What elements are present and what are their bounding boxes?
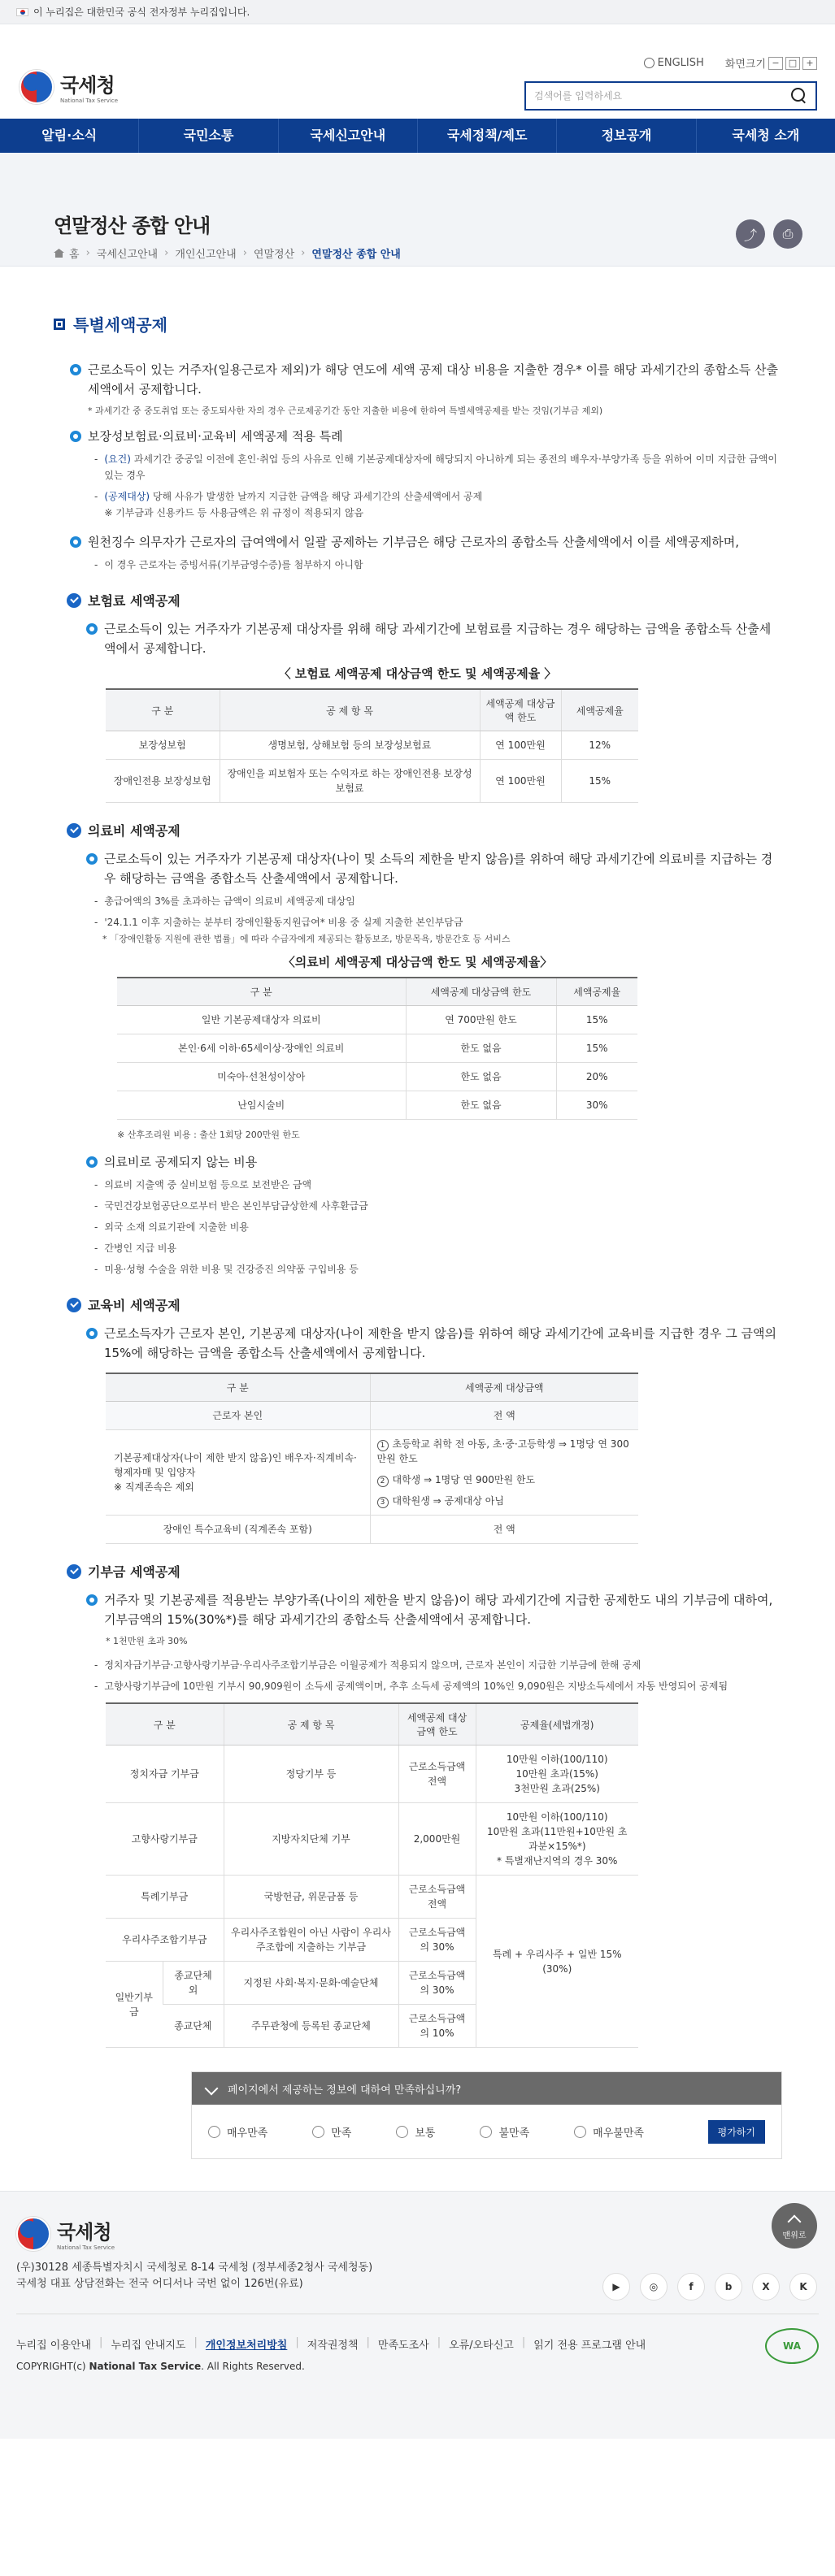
gnb-tax-filing[interactable]: 국세신고안내 <box>279 119 418 153</box>
table-row: 본인·6세 이하·65세이상·장애인 의료비 한도 없음 15% <box>117 1034 637 1063</box>
donation-bullet: 거주자 및 기본공제를 적용받는 부양가족(나이의 제한을 받지 않음)이 해당 과세기간에 지급한 공제한도 내의 기부금에 대하여, 기부금액의 15%(30%*)를 해당 과세기간의 종합소득 산출세액에서 공제합니다. <box>86 1590 781 1629</box>
breadcrumb-personal[interactable]: 개인신고안내 <box>175 249 237 261</box>
donation-title: 기부금 세액공제 <box>67 1562 781 1581</box>
education-table: 구 분 세액공제 대상금액 근로자 본인 전 액 기본공제대상자(나이 제한 받지 않음)인 배우자·직계비속·형제자매 및 입양자 ※ 직계존속은 제외 1 초등학교 취학 전 아동, 초·중·고등학생 ⇒ 1명당 연 300만원 한도 2 대학생 ⇒ 1명당 연 900만원 한도 3 대학원생 ⇒ 공제대상 아님 장애인 특수교육비 (직계존속 포함) 전 액 <box>106 1373 638 1544</box>
breadcrumb: 홈 › 국세신고안내 › 개인신고안내 › 연말정산 › 연말정산 종합 안내 <box>54 245 401 261</box>
breadcrumb-current: 연말정산 종합 안내 <box>311 249 401 261</box>
breadcrumb-tax-filing[interactable]: 국세신고안내 <box>96 249 159 261</box>
search-input[interactable] <box>534 90 791 102</box>
radio-icon <box>208 2126 220 2138</box>
survey-option-neutral[interactable]: 보통 <box>396 2124 435 2140</box>
table-row: 기본공제대상자(나이 제한 받지 않음)인 배우자·직계비속·형제자매 및 입양자 ※ 직계존속은 제외 1 초등학교 취학 전 아동, 초·중·고등학생 ⇒ 1명당 연 300만원 한도 2 대학생 ⇒ 1명당 연 900만원 한도 3 대학원생 ⇒ 공제대상 아님 <box>106 1430 638 1516</box>
arrow-up-icon <box>788 2214 802 2228</box>
table-row: 우리사주조합기부금 우리사주조합원이 아닌 사람이 우리사주조합에 지출하는 기부금 근로소득금액의 30% <box>106 1919 638 1962</box>
globe-icon <box>644 58 655 68</box>
insurance-table-caption: 〈 보험료 세액공제 대상금액 한도 및 세액공제율 〉 <box>278 666 557 681</box>
footer-link-survey[interactable]: 만족도조사 <box>377 2340 429 2352</box>
gnb-communication[interactable]: 국민소통 <box>139 119 278 153</box>
medical-bullet-1: 근로소득이 있는 거주자가 기본공제 대상자(나이 및 소득의 제한을 받지 않음)를 위하여 해당 과세기간에 의료비를 지급하는 경우 해당하는 금액을 종합소득 산출세액에서 공제합니다. <box>86 849 781 888</box>
share-icon[interactable]: ⤴ <box>736 219 765 249</box>
table-row: 근로자 본인 전 액 <box>106 1402 638 1430</box>
main-content <box>0 267 835 2048</box>
table-row: 일반기부금 종교단체 외 지정된 사회·복지·문화·예술단체 근로소득금액의 30% <box>106 1962 638 2005</box>
table-row: 난임시술비 한도 없음 30% <box>117 1091 637 1120</box>
table-row: 일반 기본공제대상자 의료비 연 700만원 한도 15% <box>117 1006 637 1034</box>
facebook-icon[interactable]: f <box>677 2273 705 2301</box>
footer-link-error-report[interactable]: 오류/오타신고 <box>449 2340 514 2352</box>
footer <box>0 2191 835 2439</box>
medical-table: 구 분 세액공제 대상금액 한도 세액공제율 일반 기본공제대상자 의료비 연 700만원 한도 15% 본인·6세 이하·65세이상·장애인 의료비 한도 없음 15% 미숙아·선천성이상아 한도 없음 20% 난임시술비 한도 없음 30% <box>117 977 637 1120</box>
breadcrumb-year-end[interactable]: 연말정산 <box>253 249 295 261</box>
table-row: 장애인 특수교육비 (직계존속 포함) 전 액 <box>106 1516 638 1544</box>
medical-table-caption: 〈의료비 세액공제 대상금액 한도 및 세액공제율〉 <box>282 955 553 969</box>
medical-dash-2: - '24.1.1 이후 지출하는 분부터 장애인활동지원급여* 비용 중 실제 지출한 본인부담금 <box>94 914 781 930</box>
utility-bar <box>644 55 817 71</box>
intro-dash-1: - (요건) 과세기간 중공일 이전에 혼인·취업 등의 사유로 인해 기본공제대상자에 해당되지 아니하게 되는 종전의 배우자·부양가족 등을 위하여 이미 지급한 금액이 있는 경우 <box>94 451 781 484</box>
gov-strip-text: 이 누리집은 대한민국 공식 전자정부 누리집입니다. <box>33 7 250 18</box>
check-circle-icon <box>67 1298 81 1312</box>
check-circle-icon <box>67 823 81 838</box>
section-title: 특별세액공제 <box>54 312 781 336</box>
insurance-table: 구 분 공 제 항 목 세액공제 대상금액 한도 세액공제율 보장성보험 생명보험, 상해보험 등의 보장성보험료 연 100만원 12% 장애인전용 보장성보험 장애인을 피보험자 또는 수익자로 하는 장애인전용 보장성보험료 연 100만원 15% <box>106 688 638 803</box>
table-row: 특례기부금 국방헌금, 위문금품 등 근로소득금액 전액 특례 + 우리사주 + 일반 15%(30%) <box>106 1876 638 1919</box>
blog-icon[interactable]: b <box>715 2273 742 2301</box>
radio-icon <box>396 2126 408 2138</box>
main-navigation <box>0 119 835 153</box>
english-link[interactable]: ENGLISH <box>657 57 704 69</box>
table-row: 미숙아·선천성이상아 한도 없음 20% <box>117 1063 637 1091</box>
korea-flag-icon <box>16 8 28 16</box>
check-circle-icon <box>67 593 81 608</box>
footer-link-privacy[interactable]: 개인정보처리방침 <box>205 2340 288 2352</box>
bullet-icon <box>86 1594 98 1606</box>
insurance-title: 보험료 세액공제 <box>67 591 781 609</box>
gnb-disclosure[interactable]: 정보공개 <box>557 119 696 153</box>
education-title: 교육비 세액공제 <box>67 1295 781 1314</box>
bullet-icon <box>70 536 81 548</box>
header <box>0 24 835 104</box>
footer-links: 누리집 이용안내 | 누리집 안내지도 | 개인정보처리방침 | 저작권정책 | 만족도조사 | 오류/오타신고 | 읽기 전용 프로그램 안내 <box>16 2336 646 2352</box>
intro-bullet-3: 원천징수 의무자가 근로자의 급여액에서 일괄 공제하는 기부금은 해당 근로자의 종합소득 산출세액에서 이를 세액공제하며, <box>70 532 781 552</box>
gov-strip <box>0 0 835 24</box>
zoom-label: 화면크기 <box>724 59 766 71</box>
intro-bullet-2: 보장성보험료·의료비·교육비 세액공제 적용 특례 <box>70 427 781 446</box>
donation-dash-2: - 고향사랑기부금에 10만원 기부시 90,909원이 소득세 공제액이며, 추후 소득세 공제액의 10%인 9,090원은 지방소득세에서 자동 반영되어 공제됨 <box>94 1678 781 1694</box>
bullet-icon <box>86 853 98 865</box>
sns-links <box>593 2273 817 2301</box>
copyright: COPYRIGHT(c) National Tax Service. All Rights Reserved. <box>16 2361 305 2372</box>
donation-table: 구 분 공 제 항 목 세액공제 대상금액 한도 공제율(세법개정) 정치자금 기부금 정당기부 등 근로소득금액 전액 10만원 이하(100/110) 10만원 초과(15%) 3천만원 초과(25%) 고향사랑기부금 지방자치단체 기부 2,000만원 10만원 이하(100/110) 10만원 초과(11만원+10만원 초과분×15%*) * 특별재난지역의 경우 30% 특례기부금 국방헌금, 위문금품 등 근로소득금액 전액 특례 + 우리사주 + 일반 15%(30%) 우리사주조합기부금 우리사주조합원이 아닌 사람이 우리사주조합에 지출하는 기부금 근로소득금액의 30% 일반기부금 종교단체 외 지정된 사회·복지·문화·예술단체 근로소득금액의 30% 종교단체 주무관청에 등록된 종교단체 근로소득금액의 10% <box>106 1702 638 2048</box>
insurance-bullet: 근로소득이 있는 거주자가 기본공제 대상자를 위해 해당 과세기간에 보험료를 지급하는 경우 해당하는 금액을 종합소득 산출세액에서 공제합니다. <box>86 619 781 658</box>
home-icon[interactable] <box>54 249 64 258</box>
footer-link-sitemap[interactable]: 누리집 안내지도 <box>111 2340 186 2352</box>
medical-note: * 「장애인활동 지원에 관한 법률」에 따라 수급자에게 제공되는 활동보조, 방문목욕, 방문간호 등 서비스 <box>102 934 511 944</box>
medical-table-note: ※ 산후조리원 비용 : 출산 1회당 200만원 한도 <box>117 1130 300 1140</box>
footer-logo[interactable]: 국세청 National Tax Service <box>16 2216 115 2251</box>
medical-excl-3: - 외국 소재 의료기관에 지출한 비용 <box>94 1219 781 1235</box>
logo-name: 국세청 <box>60 74 115 97</box>
instagram-icon[interactable]: ◎ <box>640 2273 668 2301</box>
kakao-icon[interactable]: K <box>789 2273 817 2301</box>
zoom-in-button[interactable]: + <box>802 57 817 70</box>
donation-dash-1: - 정치자금기부금·고향사랑기부금·우리사주조합기부금은 이월공제가 적용되지 않으며, 근로자 본인이 지급한 기부금에 한해 공제 <box>94 1657 781 1673</box>
x-icon[interactable]: X <box>752 2273 780 2301</box>
table-row: 정치자금 기부금 정당기부 등 근로소득금액 전액 10만원 이하(100/110) 10만원 초과(15%) 3천만원 초과(25%) <box>106 1746 638 1803</box>
footer-address: (우)30128 세종특별자치시 국세청로 8-14 국세청 (정부세종2청사 국세청동) 국세청 대표 상담전화는 전국 어디서나 국번 없이 126번(유료) <box>16 2262 373 2290</box>
section-square-icon <box>54 319 65 330</box>
footer-link-guide[interactable]: 누리집 이용안내 <box>16 2340 92 2352</box>
nts-emblem-icon <box>20 70 54 104</box>
bullet-icon <box>86 1328 98 1339</box>
intro-dash-3: - 이 경우 근로자는 증빙서류(기부금영수증)를 첨부하지 아니함 <box>94 557 781 573</box>
table-row: 종교단체 주무관청에 등록된 종교단체 근로소득금액의 10% <box>106 2005 638 2048</box>
scroll-top-button[interactable]: 맨위로 <box>772 2203 817 2249</box>
medical-excl-2: - 국민건강보험공단으로부터 받은 본인부담금상한제 사후환급금 <box>94 1198 781 1214</box>
survey-submit-button[interactable]: 평가하기 <box>708 2120 765 2144</box>
table-row: 보장성보험 생명보험, 상해보험 등의 보장성보험료 연 100만원 12% <box>106 731 638 760</box>
gnb-tax-policy[interactable]: 국세정책/제도 <box>418 119 557 153</box>
medical-excl-5: - 미용·성형 수술을 위한 비용 및 건강증진 의약품 구입비용 등 <box>94 1261 781 1277</box>
radio-icon <box>574 2126 586 2138</box>
donation-note: * 1천만원 초과 30% <box>106 1636 188 1646</box>
survey-option-very-dissatisfied[interactable]: 매우불만족 <box>574 2124 644 2140</box>
footer-link-reader[interactable]: 읽기 전용 프로그램 안내 <box>533 2340 646 2352</box>
logo-english: National Tax Service <box>60 98 119 104</box>
table-row: 장애인전용 보장성보험 장애인을 피보험자 또는 수익자로 하는 장애인전용 보장성보험료 연 100만원 15% <box>106 760 638 803</box>
survey-option-satisfied[interactable]: 만족 <box>312 2124 351 2140</box>
medical-title: 의료비 세액공제 <box>67 821 781 839</box>
bullet-icon <box>70 364 81 375</box>
intro-dash-2: - (공제대상) 당해 사유가 발생한 날까지 지급한 금액을 해당 과세기간의 산출세액에서 공제 ※ 기부금과 신용카드 등 사용금액은 위 규정이 적용되지 않음 <box>94 488 781 521</box>
zoom-control <box>725 55 817 71</box>
search-icon[interactable] <box>791 88 807 104</box>
medical-excl-1: - 의료비 지출액 중 실비보험 등으로 보전받은 금액 <box>94 1177 781 1193</box>
zoom-reset-button[interactable]: □ <box>785 57 800 70</box>
intro-note-1: * 과세기간 중 중도취업 또는 중도퇴사한 자의 경우 근로제공기간 동안 지출한 비용에 한하여 특별세액공제를 받는 것임(기부금 제외) <box>88 405 603 416</box>
medical-dash-1: - 총급여액의 3%를 초과하는 금액이 의료비 세액공제 대상임 <box>94 893 781 909</box>
zoom-out-button[interactable]: − <box>768 57 783 70</box>
gnb-news[interactable]: 알림·소식 <box>0 119 139 153</box>
radio-icon <box>312 2126 324 2138</box>
breadcrumb-home[interactable]: 홈 <box>69 249 80 261</box>
medical-bullet-2: 의료비로 공제되지 않는 비용 <box>86 1152 781 1172</box>
page-title: 연말정산 종합 안내 <box>54 215 211 237</box>
survey-option-very-satisfied[interactable]: 매우만족 <box>208 2124 267 2140</box>
nts-emblem-icon <box>16 2217 50 2251</box>
footer-link-copyright[interactable]: 저작권정책 <box>307 2340 359 2352</box>
satisfaction-survey <box>192 2072 781 2158</box>
gnb-about[interactable]: 국세청 소개 <box>732 128 800 143</box>
bullet-icon <box>70 431 81 442</box>
education-bullet: 근로소득자가 근로자 본인, 기본공제 대상자(나이 제한을 받지 않음)를 위하여 해당 과세기간에 교육비를 지급한 경우 그 금액의 15%에 해당하는 금액을 종합소득 산출세액에서 공제합니다. <box>86 1324 781 1363</box>
intro-bullet-1: 근로소득이 있는 거주자(일용근로자 제외)가 해당 연도에 세액 공제 대상 비용을 지출한 경우* 이를 해당 과세기간의 종합소득 산출세액에서 공제합니다. <box>70 360 781 399</box>
medical-excl-4: - 간병인 지급 비용 <box>94 1240 781 1256</box>
web-accessibility-mark-icon: WA <box>765 2328 819 2364</box>
page-title-bar <box>0 153 835 267</box>
bullet-icon <box>86 623 98 635</box>
survey-option-dissatisfied[interactable]: 불만족 <box>480 2124 529 2140</box>
check-circle-icon <box>67 1564 81 1579</box>
print-icon[interactable]: ⎙ <box>773 219 802 249</box>
radio-icon <box>480 2126 492 2138</box>
bullet-icon <box>86 1156 98 1168</box>
survey-question: 페이지에서 제공하는 정보에 대하여 만족하십니까? <box>228 2084 462 2097</box>
site-logo[interactable] <box>20 69 118 104</box>
table-row: 고향사랑기부금 지방자치단체 기부 2,000만원 10만원 이하(100/110) 10만원 초과(11만원+10만원 초과분×15%*) * 특별재난지역의 경우 30% <box>106 1803 638 1876</box>
pencil-icon <box>205 2082 219 2096</box>
search-box <box>524 81 817 111</box>
youtube-icon[interactable]: ▶ <box>602 2273 630 2301</box>
